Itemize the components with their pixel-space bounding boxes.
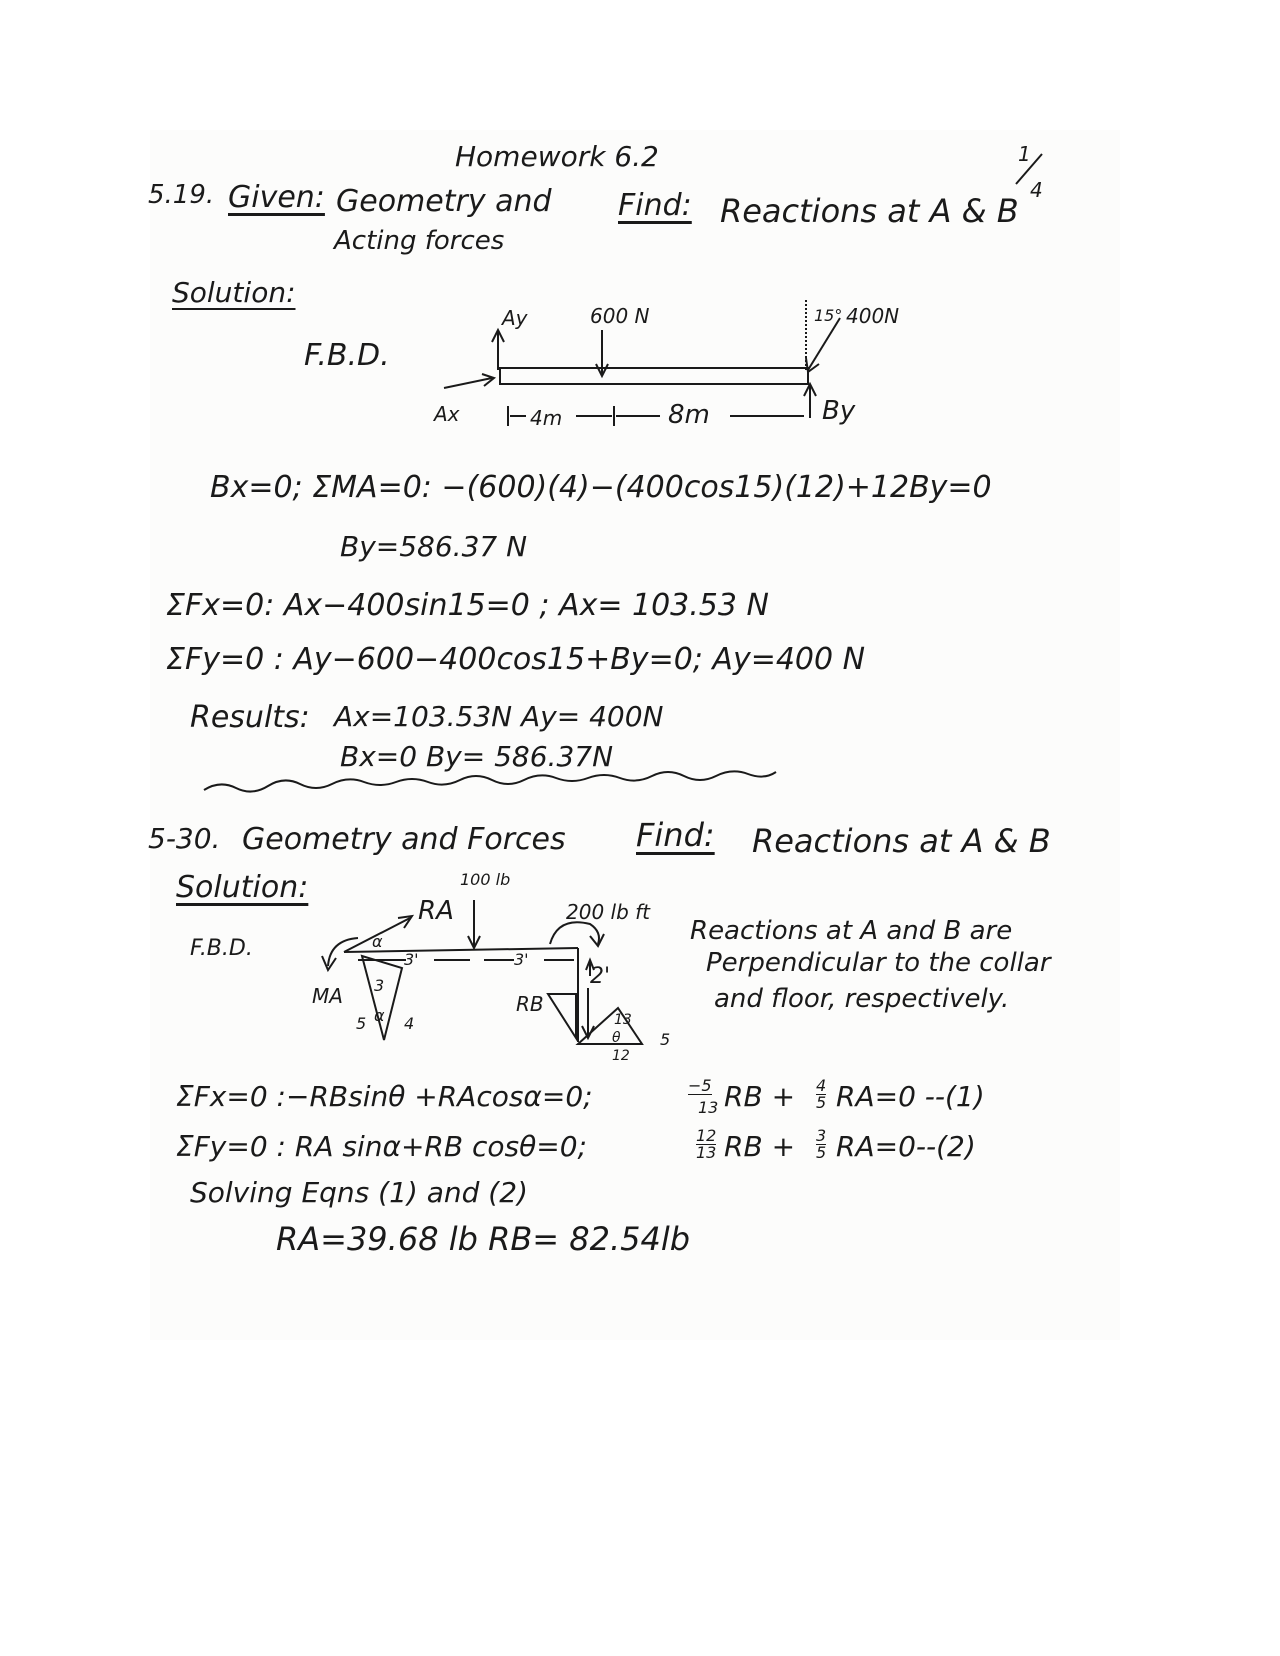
section-divider bbox=[200, 770, 780, 800]
equation-530-fy-fraction-2 bbox=[816, 1128, 826, 1161]
note-line-2: Perpendicular to the collar bbox=[706, 948, 1051, 978]
equation-530-fx-fraction-1-den: 13 bbox=[698, 1098, 719, 1117]
label-600n: 600 N bbox=[590, 304, 650, 328]
problem-530-find-text: Reactions at A & B bbox=[752, 822, 1051, 860]
label-400n: 400N bbox=[846, 304, 900, 328]
label-200lbft: 200 lb ft bbox=[566, 900, 651, 924]
problem-519-given-text-line2: Acting forces bbox=[334, 226, 505, 256]
label-dim-8m: 8m bbox=[668, 400, 710, 430]
fraction-denominator: 5 bbox=[816, 1143, 827, 1162]
equation-by-result: By=586.37 N bbox=[340, 530, 528, 563]
label-dim-2: 2' bbox=[590, 964, 611, 989]
note-line-3: and floor, respectively. bbox=[714, 984, 1010, 1014]
label-dim-3a: 3' bbox=[404, 950, 419, 969]
label-15-degrees: 15° bbox=[814, 306, 843, 325]
label-triangle-4: 4 bbox=[404, 1014, 415, 1033]
solving-text: Solving Eqns (1) and (2) bbox=[190, 1176, 528, 1209]
label-triangle2-5: 5 bbox=[660, 1030, 671, 1049]
label-ay: Ay bbox=[502, 306, 528, 330]
results-label: Results: bbox=[190, 700, 310, 735]
problem-519-given-label: Given: bbox=[228, 180, 325, 215]
label-dim-3b: 3' bbox=[514, 950, 529, 969]
equation-530-fx-mid: RB + bbox=[724, 1080, 796, 1113]
problem-530-fbd-label: F.B.D. bbox=[190, 936, 253, 961]
label-ra: RA bbox=[418, 896, 454, 926]
label-ma: MA bbox=[312, 984, 343, 1008]
label-triangle2-theta: θ bbox=[612, 1030, 621, 1046]
page-title: Homework 6.2 bbox=[455, 140, 659, 173]
problem-519-find-label: Find: bbox=[618, 188, 692, 223]
problem-530-solution-label: Solution: bbox=[176, 870, 309, 905]
label-triangle-alpha: α bbox=[374, 1006, 385, 1025]
equation-530-fy-mid: RB + bbox=[724, 1130, 796, 1163]
results-line-1: Ax=103.53N Ay= 400N bbox=[334, 700, 664, 733]
problem-530-given-text: Geometry and Forces bbox=[242, 822, 566, 857]
equation-530-fy-left: ΣFy=0 : RA sinα+RB cosθ=0; bbox=[176, 1130, 587, 1163]
equation-530-fx-right: RA=0 --(1) bbox=[836, 1080, 985, 1113]
label-alpha: α bbox=[372, 932, 383, 951]
equation-530-fx-left: ΣFx=0 :−RBsinθ +RAcosα=0; bbox=[176, 1080, 593, 1113]
fraction-numerator: −5 bbox=[688, 1076, 712, 1095]
fraction-denominator: 13 bbox=[696, 1143, 717, 1162]
equation-530-fx-fraction-1 bbox=[688, 1078, 712, 1095]
fraction-numerator: 3 bbox=[816, 1126, 827, 1145]
problem-519-fbd-label: F.B.D. bbox=[304, 338, 390, 373]
label-100lb: 100 lb bbox=[460, 870, 511, 889]
label-triangle2-13: 13 bbox=[614, 1012, 632, 1028]
problem-530-find-label: Find: bbox=[636, 816, 715, 854]
equation-sum-fy: ΣFy=0 : Ay−600−400cos15+By=0; Ay=400 N bbox=[166, 642, 866, 677]
problem-519-number: 5.19. bbox=[148, 180, 215, 210]
page-number-denominator: 4 bbox=[1030, 178, 1043, 202]
results-line-2: Bx=0 By= 586.37N bbox=[340, 740, 614, 773]
equation-moment-a: Bx=0; ΣMA=0: −(600)(4)−(400cos15)(12)+12By=0 bbox=[210, 470, 992, 505]
equation-sum-fx: ΣFx=0: Ax−400sin15=0 ; Ax= 103.53 N bbox=[166, 588, 769, 623]
label-triangle-3: 3 bbox=[374, 976, 385, 995]
problem-519-solution-label: Solution: bbox=[172, 276, 296, 309]
page-number-numerator: 1 bbox=[1018, 142, 1031, 166]
fraction-numerator: 12 bbox=[696, 1126, 717, 1145]
label-rb: RB bbox=[516, 992, 544, 1016]
label-triangle-5: 5 bbox=[356, 1014, 367, 1033]
fraction-denominator: 5 bbox=[816, 1093, 827, 1112]
note-line-1: Reactions at A and B are bbox=[690, 916, 1013, 946]
fraction-numerator: 4 bbox=[816, 1076, 827, 1095]
label-triangle2-12: 12 bbox=[612, 1048, 630, 1064]
equation-530-fx-fraction-2 bbox=[816, 1078, 826, 1111]
problem-519-find-text: Reactions at A & B bbox=[720, 192, 1019, 230]
final-answer: RA=39.68 lb RB= 82.54lb bbox=[276, 1220, 691, 1258]
beam-519-diagram bbox=[430, 290, 870, 440]
label-dim-4m: 4m bbox=[530, 406, 563, 430]
equation-530-fy-right: RA=0--(2) bbox=[836, 1130, 976, 1163]
problem-519-given-text: Geometry and bbox=[336, 184, 552, 219]
equation-530-fy-fraction-1 bbox=[696, 1128, 716, 1161]
label-by: By bbox=[822, 396, 856, 426]
label-ax: Ax bbox=[434, 402, 460, 426]
problem-530-number: 5-30. bbox=[148, 822, 221, 855]
